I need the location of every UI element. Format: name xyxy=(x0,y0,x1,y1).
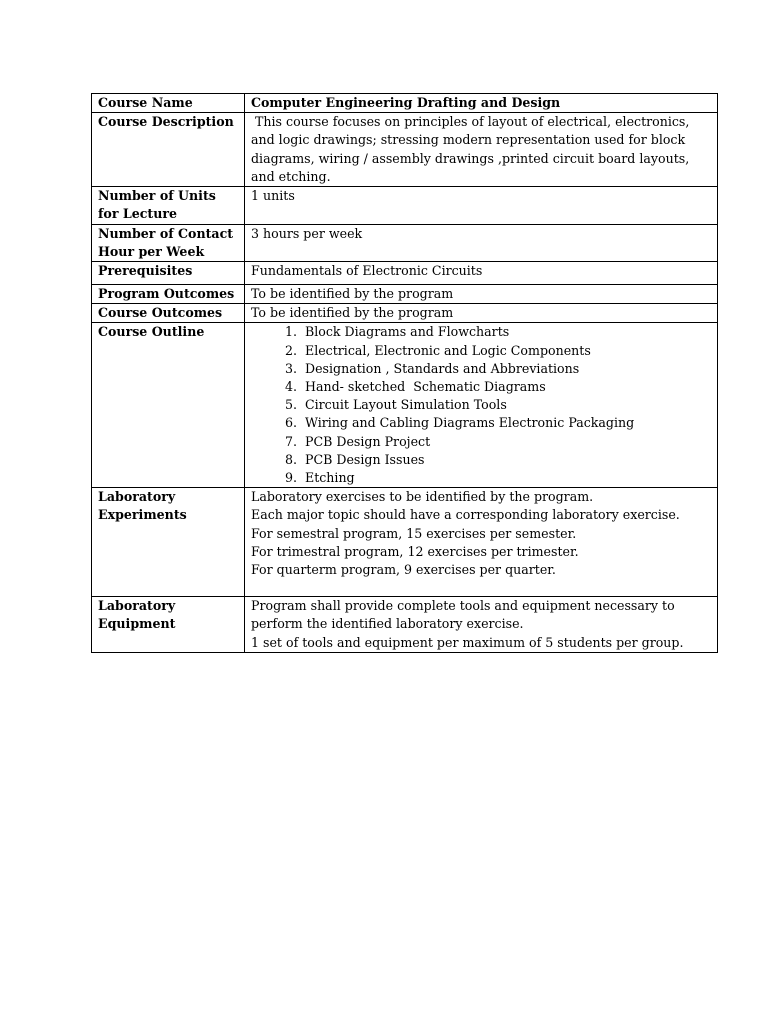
list-item-text: Etching xyxy=(305,470,355,486)
lab-experiments-value xyxy=(245,488,718,597)
list-item-text: PCB Design Issues xyxy=(305,451,425,467)
course-outline-value xyxy=(245,323,718,488)
program-outcomes-label: Program Outcomes xyxy=(92,285,245,304)
lab-experiments-line: For semestral program, 15 exercises per semester. xyxy=(251,525,577,541)
contact-hours-value: 3 hours per week xyxy=(245,224,718,261)
list-item-text: Designation , Standards and Abbreviations xyxy=(305,360,580,376)
prerequisites-value: Fundamentals of Electronic Circuits xyxy=(245,262,718,285)
lab-experiments-line: Each major topic should have a corresponding laboratory exercise. xyxy=(251,507,680,523)
list-item-number: 2. xyxy=(284,342,297,358)
units-lecture-label: Number of Units for Lecture xyxy=(92,187,245,224)
list-item xyxy=(271,469,711,487)
course-name-label: Course Name xyxy=(92,94,245,113)
course-description-value: This course focuses on principles of layout of electrical, electronics, and logic drawings; stressing modern representation used for block diagrams, wiring / assembly drawings ,printed circuit board layouts, and etching. xyxy=(245,113,718,187)
prerequisites-row xyxy=(92,262,718,285)
list-item xyxy=(271,433,711,451)
list-item-text: Block Diagrams and Flowcharts xyxy=(305,324,510,340)
lab-equipment-value xyxy=(245,597,718,653)
list-item-number: 3. xyxy=(284,360,297,376)
lab-experiments-line: Laboratory exercises to be identified by the program. xyxy=(251,489,594,505)
list-item-text: Wiring and Cabling Diagrams Electronic Packaging xyxy=(305,415,635,431)
lab-equipment-row xyxy=(92,597,718,653)
list-item-text: Circuit Layout Simulation Tools xyxy=(305,397,507,413)
course-syllabus-table xyxy=(91,93,718,653)
course-outcomes-label: Course Outcomes xyxy=(92,304,245,323)
units-lecture-row xyxy=(92,187,718,224)
list-item-number: 4. xyxy=(284,379,297,395)
lab-equipment-line: Program shall provide complete tools and equipment necessary to perform the identified laboratory exercise. xyxy=(251,598,675,632)
course-outcomes-value: To be identified by the program xyxy=(245,304,718,323)
lab-equipment-line: 1 set of tools and equipment per maximum of 5 students per group. xyxy=(251,634,684,650)
list-item-text: Electrical, Electronic and Logic Components xyxy=(305,342,591,358)
course-outcomes-row xyxy=(92,304,718,323)
list-item-text: PCB Design Project xyxy=(305,433,431,449)
course-description-row xyxy=(92,113,718,187)
list-item-number: 8. xyxy=(284,451,297,467)
course-name-row xyxy=(92,94,718,113)
list-item xyxy=(271,360,711,378)
list-item xyxy=(271,414,711,432)
prerequisites-label: Prerequisites xyxy=(92,262,245,285)
list-item-number: 5. xyxy=(284,397,297,413)
course-name-value: Computer Engineering Drafting and Design xyxy=(245,94,718,113)
course-description-label: Course Description xyxy=(92,113,245,187)
program-outcomes-row xyxy=(92,285,718,304)
contact-hours-row xyxy=(92,224,718,261)
course-outline-row xyxy=(92,323,718,488)
lab-experiments-row xyxy=(92,488,718,597)
list-item-number: 7. xyxy=(284,433,297,449)
lab-experiments-line: For quarterm program, 9 exercises per quarter. xyxy=(251,562,556,578)
program-outcomes-value: To be identified by the program xyxy=(245,285,718,304)
lab-experiments-line: For trimestral program, 12 exercises per trimester. xyxy=(251,543,579,559)
lab-experiments-label: Laboratory Experiments xyxy=(92,488,245,597)
course-outline-label: Course Outline xyxy=(92,323,245,488)
contact-hours-label: Number of Contact Hour per Week xyxy=(92,224,245,261)
list-item-number: 1. xyxy=(284,324,297,340)
list-item xyxy=(271,323,711,341)
list-item xyxy=(271,451,711,469)
list-item xyxy=(271,342,711,360)
course-outline-list xyxy=(251,323,711,487)
list-item-number: 6. xyxy=(284,415,297,431)
list-item-text: Hand- sketched Schematic Diagrams xyxy=(305,379,546,395)
list-item-number: 9. xyxy=(284,470,297,486)
units-lecture-value: 1 units xyxy=(245,187,718,224)
lab-equipment-label: Laboratory Equipment xyxy=(92,597,245,653)
list-item xyxy=(271,396,711,414)
list-item xyxy=(271,378,711,396)
